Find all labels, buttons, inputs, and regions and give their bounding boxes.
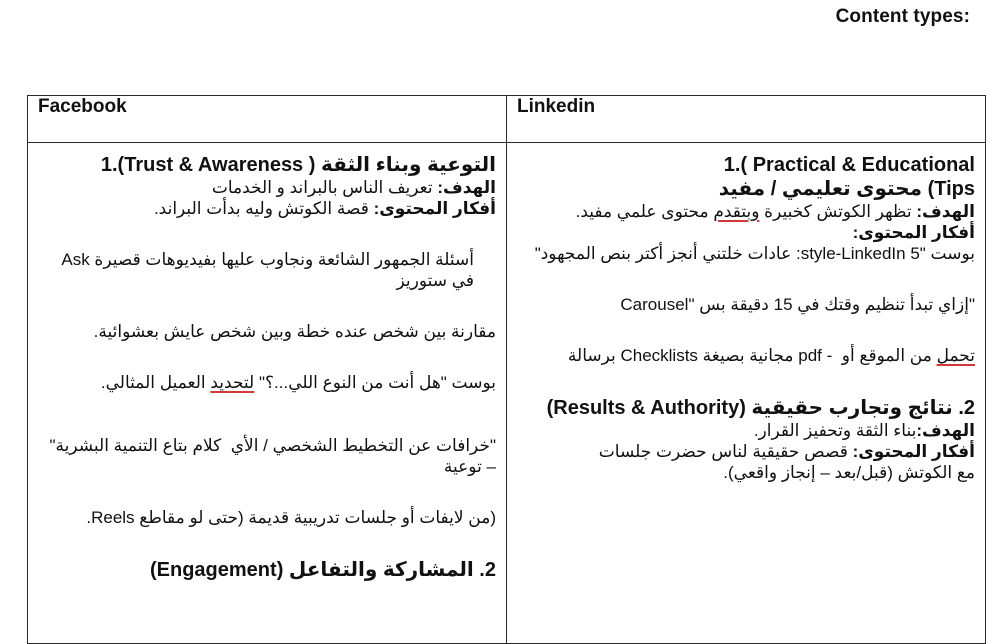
ideas-text: قصة الكوتش وليه بدأت البراند.: [153, 199, 374, 218]
quiz-post-text: بوست "هل أنت من النوع اللي...؟": [254, 373, 496, 392]
linkedin-section1-title-line1: 1.( Practical & Educational: [723, 154, 975, 176]
goal-text: بناء الثقة وتحفيز القرار.: [753, 421, 917, 440]
facebook-item-quiz-post: [40, 372, 496, 393]
facebook-item-comparison: مقارنة بين شخص عنده خطة وبين شخص عايش بعشوائية.: [93, 322, 496, 341]
facebook-item-faq: أسئلة الجمهور الشائعة ونجاوب عليها بفيديوهات قصيرة Ask في ستوريز: [56, 250, 474, 290]
goal-label: الهدف:: [916, 202, 975, 221]
facebook-section2-title: 2. المشاركة والتفاعل (Engagement): [149, 559, 496, 581]
ideas-text: قصص حقيقية لناس حضرت جلسات مع الكوتش (قبل/بعد – إنجاز واقعي).: [594, 442, 975, 482]
table-row: [28, 143, 986, 644]
goal-text-end: محتوى علمي مفيد.: [575, 202, 714, 221]
facebook-ideas: [40, 198, 496, 219]
facebook-item-reels: (من لايفات أو جلسات تدريبية قديمة (حتى لو مقاطع Reels.: [86, 508, 496, 527]
ideas-label: أفكار المحتوى:: [852, 442, 975, 461]
linkedin-section1-title-line2: Tips) محتوى تعليمي / مفيد: [718, 178, 975, 200]
goal-text: تعريف الناس بالبراند و الخدمات: [211, 178, 438, 197]
spellcheck-word: لتحديد: [210, 373, 255, 392]
linkedin-item-checklists: [519, 345, 975, 366]
linkedin-item-habits-post: بوست "5 style-LinkedIn: عادات خلتني أنجز أكتر بنص المجهود": [534, 244, 975, 263]
linkedin-section2-title: 2. نتائج وتجارب حقيقية (Results & Authority): [546, 397, 975, 419]
facebook-cell[interactable]: [28, 143, 507, 644]
goal-label: الهدف:: [916, 421, 975, 440]
quiz-post-text-end: العميل المثالي.: [100, 373, 211, 392]
spellcheck-word: تحمل: [936, 346, 975, 365]
table-header-row: [28, 96, 986, 143]
linkedin-ideas2: [519, 441, 975, 483]
facebook-goal: [40, 177, 496, 198]
linkedin-item-carousel: "إزاي تبدأ تنظيم وقتك في 15 دقيقة بس "Carousel: [620, 295, 975, 314]
header-facebook: Facebook: [28, 96, 507, 143]
document-title: Content types:: [835, 6, 970, 27]
header-linkedin: Linkedin: [507, 96, 986, 143]
goal-text: تظهر الكوتش كخبيرة: [759, 202, 917, 221]
linkedin-goal: [519, 201, 975, 222]
linkedin-goal2: [519, 420, 975, 441]
ideas-label: أفكار المحتوى:: [373, 199, 496, 218]
linkedin-cell[interactable]: [507, 143, 986, 644]
checklists-text: من الموقع أو - pdf مجانية بصيغة Checklists برسالة: [567, 346, 937, 365]
facebook-section1-title: التوعية وبناء الثقة ( Trust & Awareness).1: [100, 154, 496, 176]
goal-label: الهدف:: [437, 178, 496, 197]
linkedin-ideas-label: أفكار المحتوى:: [852, 223, 975, 242]
spellcheck-word: وبتقدم: [713, 202, 760, 221]
content-types-table: [27, 95, 986, 644]
facebook-item-myths: "خرافات عن التخطيط الشخصي / الأي كلام بتاع التنمية البشرية" – توعية: [44, 436, 496, 476]
